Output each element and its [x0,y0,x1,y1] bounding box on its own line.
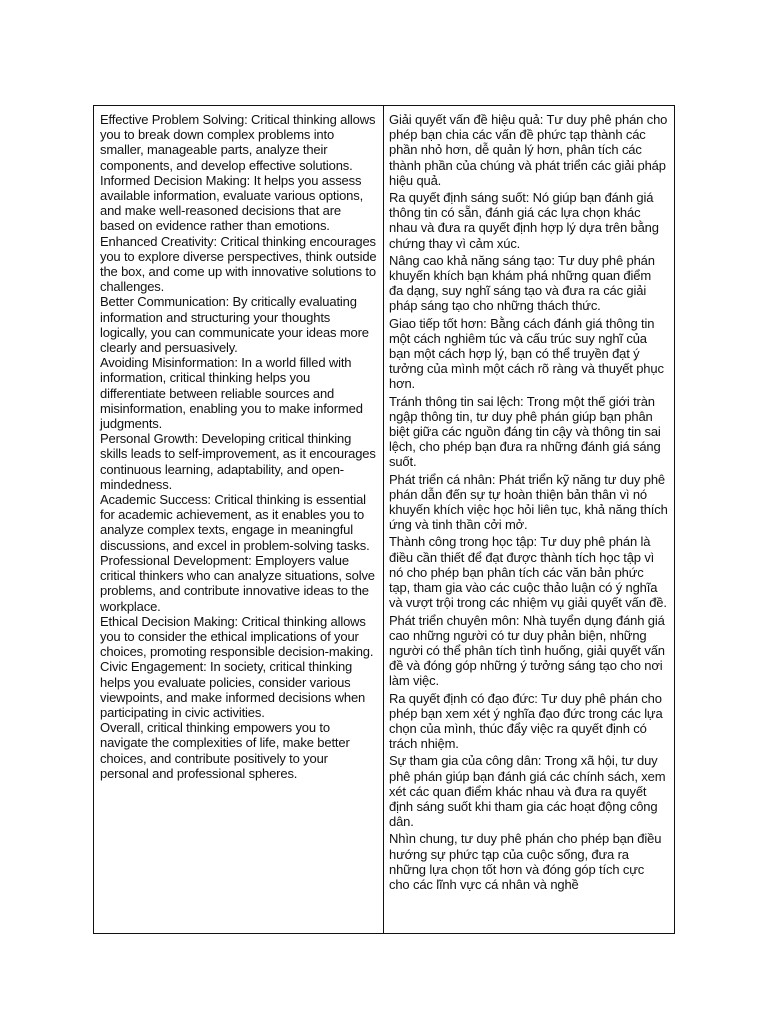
paragraph-overall: Overall, critical thinking empowers you to navigate the complexities of life, make better choices, and contribute positively to your personal and professional spheres. [100,720,350,781]
english-column [94,106,384,933]
paragraph-ra-quyet-dinh-dao-duc: Ra quyết định có đạo đức: Tư duy phê phán cho phép bạn xem xét ý nghĩa đạo đức trong các lựa chọn của mình, thúc đẩy việc ra quyết định có trách nhiệm. [389,690,663,752]
two-column-table [93,105,675,934]
paragraph-ethical-decision-making: Ethical Decision Making: Critical thinking allows you to consider the ethical implications of your choices, promoting responsible decision-making. [100,613,374,660]
paragraph-ra-quyet-dinh-sang-suot: Ra quyết định sáng suốt: Nó giúp bạn đánh giá thông tin có sẵn, đánh giá các lựa chọn khác nhau và đưa ra quyết định hợp lý dựa trên bằng chứng thay vì cảm xúc. [389,190,659,251]
paragraph-professional-development: Professional Development: Employers value critical thinkers who can analyze situations, solve problems, and contribute innovative ideas to the workplace. [100,552,375,614]
paragraph-giai-quyet-van-de: Giải quyết vấn đề hiệu quả: Tư duy phê phán cho phép bạn chia các vấn đề phức tạp thành các phần nhỏ hơn, dễ quản lý hơn, phân tích các thành phần của chúng và phát triển các giải pháp hiệu quả. [389,112,668,188]
paragraph-su-tham-gia-cong-dan: Sự tham gia của công dân: Trong xã hội, tư duy phê phán giúp bạn đánh giá các chính sách, xem xét các quan điểm khác nhau và đưa ra quyết định sáng suốt khi tham gia các hoạt động công dân. [389,753,666,830]
paragraph-thanh-cong-hoc-tap: Thành công trong học tập: Tư duy phê phán là điều cần thiết để đạt được thành tích học tập vì nó cho phép bạn phân tích các văn bản phức tạp, tham gia vào các cuộc thảo luận có ý nghĩa và vượt trội trong các nhiệm vụ giải quyết vấn đề. [389,534,667,611]
paragraph-giao-tiep: Giao tiếp tốt hơn: Bằng cách đánh giá thông tin một cách nghiêm túc và cấu trúc suy nghĩ của bạn một cách hợp lý, bạn có thể truyền đạt ý tưởng của mình một cách rõ ràng và thuyết phục hơn. [389,315,664,392]
paragraph-civic-engagement: Civic Engagement: In society, critical thinking helps you evaluate policies, consider various viewpoints, and make informed decisions when participating in civic activities. [100,659,366,720]
paragraph-personal-growth: Personal Growth: Developing critical thinking skills leads to self-improvement, as it encourages continuous learning, adaptability, and open-mindedness. [100,431,376,492]
paragraph-creativity: Enhanced Creativity: Critical thinking encourages you to explore diverse perspectives, think outside the box, and come up with innovative solutions to challenges. [100,233,377,295]
paragraph-tranh-thong-tin-sai-lech: Tránh thông tin sai lệch: Trong một thế giới tràn ngập thông tin, tư duy phê phán giúp bạn phân biệt giữa các nguồn đáng tin cậy và thông tin sai lệch, cho phép bạn đưa ra những đánh giá sáng suốt. [389,393,661,470]
paragraph-communication: Better Communication: By critically evaluating information and structuring your thoughts logically, you can communicate your ideas more clearly and persuasively. [100,294,369,356]
paragraph-nang-cao-sang-tao: Nâng cao khả năng sáng tạo: Tư duy phê phán khuyến khích bạn khám phá những quan điểm đa dạng, suy nghĩ sáng tạo và đưa ra các giải pháp sáng tạo cho những thách thức. [389,252,655,314]
paragraph-nhin-chung: Nhìn chung, tư duy phê phán cho phép bạn điều hướng sự phức tạp của cuộc sống, đưa ra những lựa chọn tốt hơn và đóng góp tích cực cho các lĩnh vực cá nhân và nghề [389,831,662,892]
paragraph-decision-making: Informed Decision Making: It helps you assess available information, evaluate various options, and make well-reasoned decisions that are based on evidence rather than emotions. [100,172,364,234]
paragraph-academic-success: Academic Success: Critical thinking is essential for academic achievement, as it enables you to analyze complex texts, engage in meaningful discussions, and excel in problem-solving tasks. [100,492,370,553]
paragraph-phat-trien-chuyen-mon: Phát triển chuyên môn: Nhà tuyển dụng đánh giá cao những người có tư duy phản biện, những người có thể phân tích tình huống, giải quyết vấn đề và đóng góp những ý tưởng sáng tạo cho nơi làm việc. [389,612,665,689]
paragraph-problem-solving: Effective Problem Solving: Critical thinking allows you to break down complex problems into smaller, manageable parts, analyze their components, and develop effective solutions. [100,112,376,173]
paragraph-misinformation: Avoiding Misinformation: In a world filled with information, critical thinking helps you differentiate between reliable sources and misinformation, enabling you to make informed judgments. [100,355,363,432]
vietnamese-column [384,106,674,933]
paragraph-phat-trien-ca-nhan: Phát triển cá nhân: Phát triển kỹ năng tư duy phê phán dẫn đến sự tự hoàn thiện bản thân vì nó khuyến khích việc học hỏi liên tục, khả năng thích ứng và tinh thần cởi mở. [389,471,668,533]
